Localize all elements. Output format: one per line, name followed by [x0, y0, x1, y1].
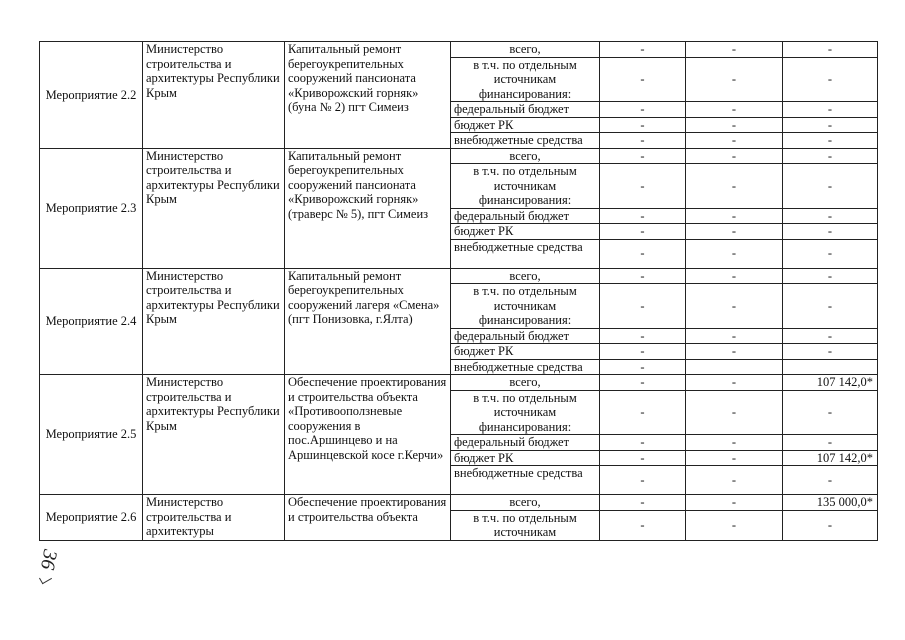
value-cell: -	[783, 328, 878, 344]
value-cell: -	[783, 344, 878, 360]
value-cell: -	[686, 495, 783, 511]
value-cell: -	[600, 268, 686, 284]
source-total: всего,	[451, 495, 600, 511]
value-cell: -	[783, 102, 878, 118]
value-cell: -	[783, 208, 878, 224]
value-cell: -	[686, 450, 783, 466]
value-cell: -	[686, 117, 783, 133]
source-including: в т.ч. по отдельным источникам финансирования:	[451, 164, 600, 209]
event-name: Мероприятие 2.6	[40, 495, 143, 541]
event-name: Мероприятие 2.2	[40, 42, 143, 149]
executor-cell: Министерство строительства и архитектуры Республики Крым	[143, 148, 285, 268]
value-cell: -	[686, 375, 783, 391]
event-row	[40, 268, 878, 284]
value-cell: -	[686, 224, 783, 240]
source-rk: бюджет РК	[451, 224, 600, 240]
source-total: всего,	[451, 148, 600, 164]
source-total: всего,	[451, 268, 600, 284]
value-cell: -	[600, 344, 686, 360]
value-cell: -	[600, 102, 686, 118]
value-cell: 107 142,0*	[783, 450, 878, 466]
source-rk: бюджет РК	[451, 450, 600, 466]
value-cell: -	[600, 328, 686, 344]
value-cell	[783, 359, 878, 375]
value-cell: -	[686, 102, 783, 118]
page-number: 36	[35, 547, 62, 572]
value-cell: -	[686, 328, 783, 344]
description-cell: Обеспечение проектирования и строительства объекта «Противооползневые сооружения в пос.Аршинцево и на Аршинцевской косе г.Керчи»	[285, 375, 451, 495]
source-rk: бюджет РК	[451, 117, 600, 133]
source-extra: внебюджетные средства	[451, 133, 600, 149]
value-cell: -	[783, 224, 878, 240]
value-cell: -	[686, 435, 783, 451]
executor-cell: Министерство строительства и архитектуры Республики Крым	[143, 268, 285, 375]
value-cell: -	[600, 510, 686, 540]
source-extra: внебюджетные средства	[451, 359, 600, 375]
value-cell: -	[600, 117, 686, 133]
funding-table	[39, 41, 878, 541]
source-extra: внебюджетные средства	[451, 239, 600, 268]
event-name: Мероприятие 2.4	[40, 268, 143, 375]
source-rk: бюджет РК	[451, 344, 600, 360]
value-cell: -	[686, 284, 783, 329]
value-cell: -	[686, 164, 783, 209]
description-cell: Капитальный ремонт берегоукрепительных сооружений пансионата «Криворожский горняк» (траверс № 5), пгт Симеиз	[285, 148, 451, 268]
value-cell: -	[600, 208, 686, 224]
description-cell: Обеспечение проектирования и строительства объекта	[285, 495, 451, 541]
value-cell: -	[600, 57, 686, 102]
value-cell: -	[686, 239, 783, 268]
value-cell: -	[600, 450, 686, 466]
source-federal: федеральный бюджет	[451, 435, 600, 451]
value-cell: -	[686, 57, 783, 102]
executor-cell: Министерство строительства и архитектуры Республики Крым	[143, 375, 285, 495]
value-cell: -	[783, 390, 878, 435]
value-cell: -	[600, 466, 686, 495]
executor-cell: Министерство строительства и архитектуры Республики Крым	[143, 42, 285, 149]
value-cell: -	[686, 344, 783, 360]
description-cell: Капитальный ремонт берегоукрепительных сооружений пансионата «Криворожский горняк» (буна № 2) пгт Симеиз	[285, 42, 451, 149]
executor-cell: Министерство строительства и архитектуры	[143, 495, 285, 541]
value-cell: -	[783, 117, 878, 133]
value-cell: -	[600, 42, 686, 58]
source-including: в т.ч. по отдельным источникам финансирования:	[451, 284, 600, 329]
description-cell: Капитальный ремонт берегоукрепительных сооружений лагеря «Смена» (пгт Понизовка, г.Ялта)	[285, 268, 451, 375]
value-cell: -	[783, 133, 878, 149]
value-cell: -	[783, 42, 878, 58]
value-cell: -	[600, 133, 686, 149]
source-including: в т.ч. по отдельным источникам финансирования:	[451, 57, 600, 102]
value-cell: -	[783, 148, 878, 164]
value-cell: 135 000,0*	[783, 495, 878, 511]
page-number-mark	[39, 573, 52, 585]
value-cell: -	[783, 466, 878, 495]
source-including: в т.ч. по отдельным источникам финансирования:	[451, 390, 600, 435]
value-cell: -	[686, 510, 783, 540]
event-row	[40, 375, 878, 391]
event-row	[40, 495, 878, 511]
value-cell: -	[600, 359, 686, 375]
value-cell: -	[783, 164, 878, 209]
value-cell: -	[783, 239, 878, 268]
value-cell: -	[600, 390, 686, 435]
value-cell	[686, 359, 783, 375]
source-federal: федеральный бюджет	[451, 328, 600, 344]
value-cell: -	[600, 224, 686, 240]
value-cell: -	[600, 148, 686, 164]
value-cell: 107 142,0*	[783, 375, 878, 391]
event-row	[40, 148, 878, 164]
value-cell: -	[686, 466, 783, 495]
event-row	[40, 42, 878, 58]
value-cell: -	[686, 390, 783, 435]
event-name: Мероприятие 2.3	[40, 148, 143, 268]
source-federal: федеральный бюджет	[451, 208, 600, 224]
value-cell: -	[783, 435, 878, 451]
value-cell: -	[783, 268, 878, 284]
source-federal: федеральный бюджет	[451, 102, 600, 118]
value-cell: -	[686, 208, 783, 224]
source-including: в т.ч. по отдельным источникам	[451, 510, 600, 540]
value-cell: -	[600, 495, 686, 511]
value-cell: -	[600, 375, 686, 391]
event-name: Мероприятие 2.5	[40, 375, 143, 495]
value-cell: -	[600, 164, 686, 209]
value-cell: -	[600, 239, 686, 268]
value-cell: -	[600, 435, 686, 451]
source-total: всего,	[451, 42, 600, 58]
value-cell: -	[600, 284, 686, 329]
value-cell: -	[783, 284, 878, 329]
value-cell: -	[686, 268, 783, 284]
source-extra: внебюджетные средства	[451, 466, 600, 495]
source-total: всего,	[451, 375, 600, 391]
value-cell: -	[783, 510, 878, 540]
value-cell: -	[686, 148, 783, 164]
value-cell: -	[783, 57, 878, 102]
value-cell: -	[686, 42, 783, 58]
value-cell: -	[686, 133, 783, 149]
